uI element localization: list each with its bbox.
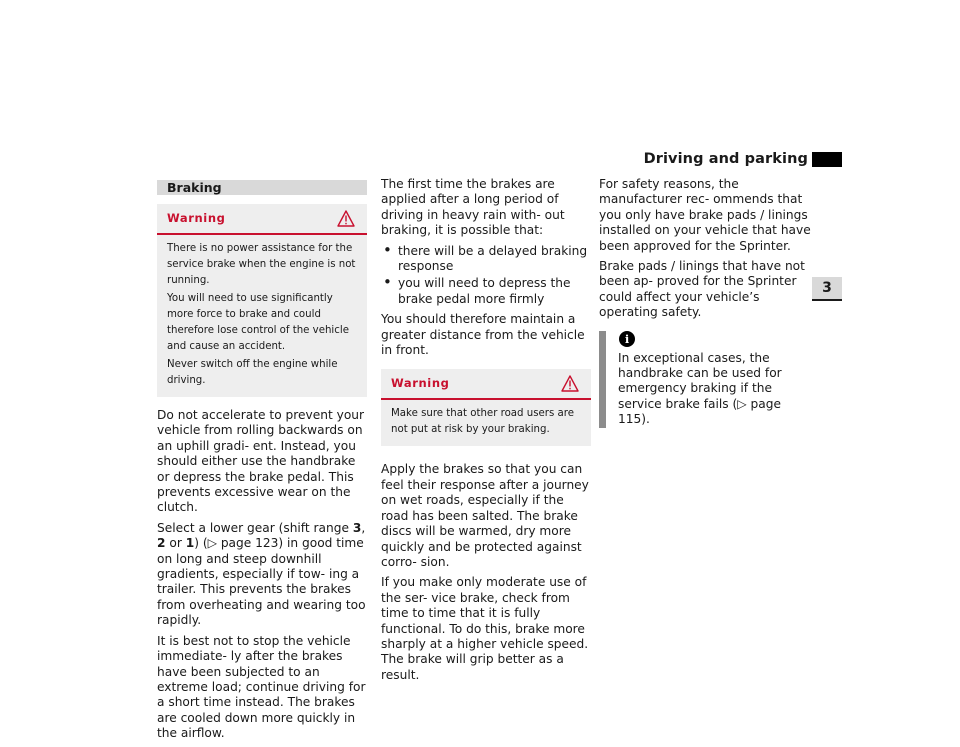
paragraph: The first time the brakes are applied after a long period of driving in heavy rain with- out braking, it is possible that: [381,177,565,238]
warning-box-1 [157,204,367,397]
chapter-tab: 3 [812,277,842,301]
paragraph: If you make only moderate use of the ser- vice brake, check from time to time that it is fully functional. To do this, brake more sharply at a higher vehicle speed. The brake will grip better as a result. [381,575,589,682]
paragraph: Brake pads / linings that have not been ap- proved for the Sprinter could affect your vehicle’s operating safety. [599,259,805,320]
column-2 [381,177,591,688]
gear-3: 3 [352,520,362,535]
column-3 [599,177,811,428]
warning-body [381,400,591,446]
column-1 [157,180,367,747]
bullet-list [381,244,591,308]
warning-header [381,369,591,400]
info-box [599,331,811,428]
warning-header [157,204,367,235]
paragraph: Do not accelerate to prevent your vehicle from rolling backwards on an uphill gradi- ent. Instead, you should either use the handbrake or depress the brake pedal. This prevents excessive wear on the clutch. [157,408,365,515]
warning-paragraph: You will need to use significantly more force to brake and could therefore lose control of the vehicle and cause an accident. [167,293,349,352]
info-text: In exceptional cases, the handbrake can be used for emergency braking if the service brake fails (▷ page 115). [618,350,782,427]
paragraph: It is best not to stop the vehicle immediate- ly after the brakes have been subjected to an extreme load; continue driving for a short time instead. The brakes are cooled down more quickly in the airflow. [157,633,366,741]
gear-2: 2 [157,536,166,551]
warning-triangle-icon [337,210,355,227]
warning-paragraph: There is no power assistance for the service brake when the engine is not running. [167,243,356,286]
paragraph-shift-range: Select a lower gear (shift range 3, 2 or 1) (▷ page 123) in good time on long and steep downhill gradients, especially if tow- ing a trailer. This prevents the brakes from overheating and wearing too rapidly. [157,520,366,628]
warning-body [157,235,367,397]
list-item: • you will need to depress the brake pedal more firmly [381,276,591,307]
list-item: • there will be a delayed braking response [381,244,591,275]
warning-title: Warning [167,210,226,225]
warning-paragraph: Never switch off the engine while driving. [167,359,338,386]
info-icon: i [619,331,635,347]
section-title-braking: Braking [157,180,367,195]
page-header-title: Driving and parking [643,151,808,167]
header-tab-marker [812,152,842,167]
paragraph: You should therefore maintain a greater distance from the vehicle in front. [381,312,585,358]
paragraph: Apply the brakes so that you can feel their response after a journey on wet roads, especially if the road has been salted. The brake discs will be warmed, dry more quickly and be protected against corro- sion. [381,462,589,569]
paragraph: For safety reasons, the manufacturer rec- ommends that you only have brake pads / linings installed on your vehicle that have been approved for the Sprinter. [599,177,811,253]
gear-1: 1 [185,536,195,551]
warning-box-2 [381,369,591,446]
warning-paragraph: Make sure that other road users are not put at risk by your braking. [391,408,575,436]
warning-title: Warning [391,376,450,391]
warning-triangle-icon [561,375,579,392]
